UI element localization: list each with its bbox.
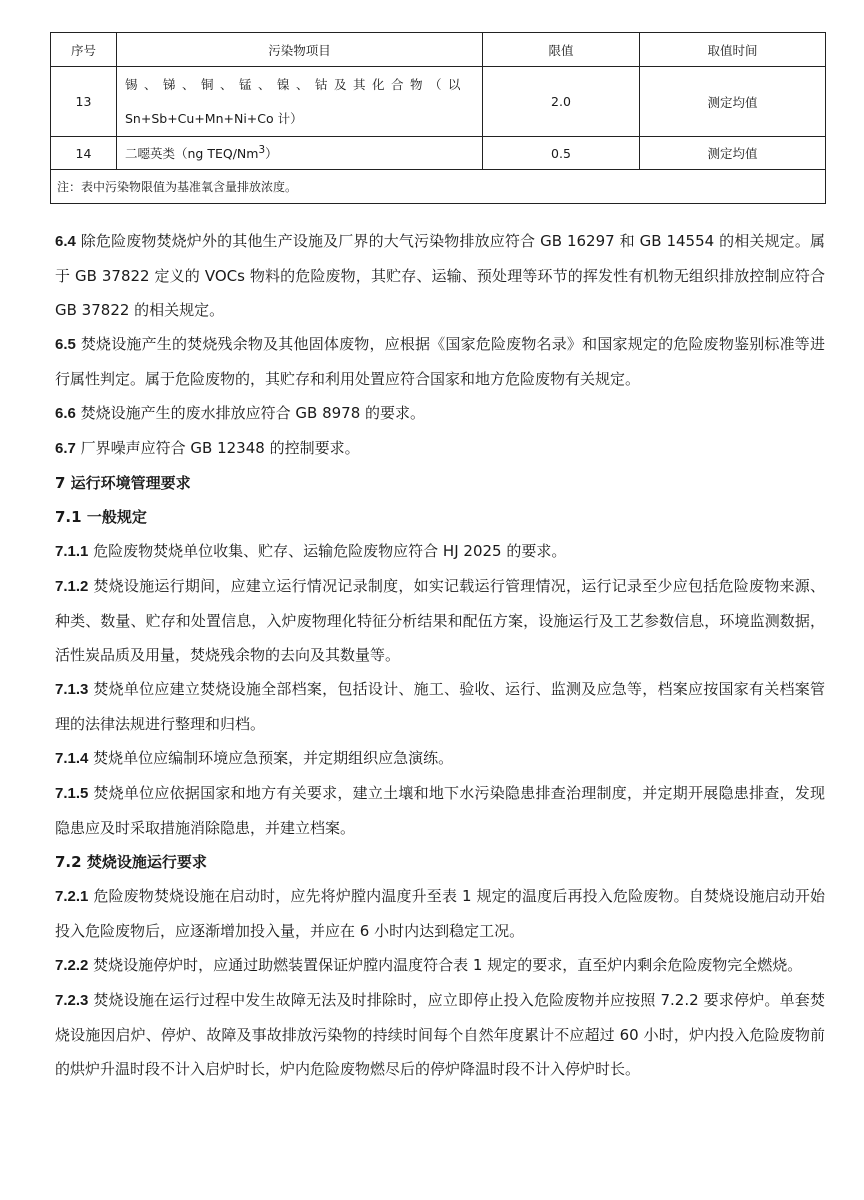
header-sampling-time: 取值时间 — [640, 33, 826, 67]
clause-6-5 — [55, 327, 825, 396]
row-pollutant-superscript: 3 — [258, 143, 266, 156]
clause-text: 厂界噪声应符合 GB 12348 的控制要求。 — [80, 439, 360, 457]
clause-7-2-3 — [55, 983, 825, 1086]
header-limit: 限值 — [483, 33, 640, 67]
table-note-row — [51, 170, 826, 204]
clause-7-1-1 — [55, 534, 825, 569]
header-pollutant-item: 污染物项目 — [117, 33, 483, 67]
clause-text: 焚烧设施运行期间，应建立运行情况记录制度，如实记载运行管理情况，运行记录至少应包括危险废物来源、种类、数量、贮存和处置信息，入炉废物理化特征分析结果和配伍方案，设施运行及工艺参数信息，环境监测数据，活性炭品质及用量，焚烧残余物的去向及其数量等。 — [55, 577, 825, 664]
clause-number: 7.2.1 — [55, 888, 89, 905]
row-pollutant-suffix: ） — [265, 146, 278, 162]
clause-number: 7.1.1 — [55, 543, 89, 560]
clause-7-2-1 — [55, 879, 825, 948]
clause-text: 危险废物焚烧单位收集、贮存、运输危险废物应符合 HJ 2025 的要求。 — [93, 542, 567, 560]
clause-6-6 — [55, 396, 825, 431]
clause-7-1-3 — [55, 672, 825, 741]
clause-number: 7.1.5 — [55, 785, 89, 802]
row-pollutant-prefix: 二噁英类（ng TEQ/Nm — [125, 146, 259, 162]
section-heading-7 — [55, 466, 825, 500]
row-pollutant — [117, 67, 483, 137]
clause-7-1-2 — [55, 569, 825, 672]
table-header-row — [51, 33, 826, 67]
clause-text: 危险废物焚烧设施在启动时，应先将炉膛内温度升至表 1 规定的温度后再投入危险废物。自焚烧设施启动开始投入危险废物后，应逐渐增加投入量，并应在 6 小时内达到稳定工况。 — [55, 887, 825, 940]
clause-number: 7.2.3 — [55, 992, 89, 1009]
header-serial-number: 序号 — [51, 33, 117, 67]
section-heading-7-2 — [55, 845, 825, 879]
row-pollutant-line1: 锡、锑、铜、锰、镍、钴及其化合物（以 — [125, 76, 468, 92]
clause-text: 焚烧设施停炉时，应通过助燃装置保证炉膛内温度符合表 1 规定的要求，直至炉内剩余危险废物完全燃烧。 — [93, 956, 803, 974]
heading-text: 一般规定 — [86, 508, 147, 526]
table-row — [51, 67, 826, 137]
pollutant-limits-table — [50, 32, 826, 204]
heading-number: 7.1 — [55, 508, 82, 526]
clause-text: 焚烧设施产生的焚烧残余物及其他固体废物，应根据《国家危险废物名录》和国家规定的危险废物鉴别标准等进行属性判定。属于危险废物的，其贮存和利用处置应符合国家和地方危险废物有关规定。 — [55, 335, 825, 388]
clause-text: 焚烧单位应建立焚烧设施全部档案，包括设计、施工、验收、运行、监测及应急等，档案应按国家有关档案管理的法律法规进行整理和归档。 — [55, 680, 825, 733]
table-row — [51, 137, 826, 170]
clause-number: 7.1.3 — [55, 681, 89, 698]
heading-text: 焚烧设施运行要求 — [86, 853, 207, 871]
clause-number: 6.7 — [55, 440, 76, 457]
row-number: 14 — [51, 137, 117, 170]
heading-text: 运行环境管理要求 — [70, 474, 191, 492]
clause-number: 6.5 — [55, 336, 76, 353]
row-sampling-time: 测定均值 — [640, 67, 826, 137]
clause-text: 除危险废物焚烧炉外的其他生产设施及厂界的大气污染物排放应符合 GB 16297 和 GB 14554 的相关规定。属于 GB 37822 定义的 VOCs 物料的危险废物，其贮存、运输、预处理等环节的挥发性有机物无组织排放控制应符合 GB 37822 的相关规定。 — [55, 232, 825, 319]
clause-number: 6.4 — [55, 233, 76, 250]
row-sampling-time: 测定均值 — [640, 137, 826, 170]
clause-text: 焚烧单位应编制环境应急预案，并定期组织应急演练。 — [93, 749, 454, 767]
clause-number: 6.6 — [55, 405, 76, 422]
clause-text: 焚烧单位应依据国家和地方有关要求，建立土壤和地下水污染隐患排查治理制度，并定期开展隐患排查，发现隐患应及时采取措施消除隐患，并建立档案。 — [55, 784, 825, 837]
heading-number: 7 — [55, 474, 66, 492]
clause-7-1-4 — [55, 741, 825, 776]
clause-number: 7.1.4 — [55, 750, 89, 767]
clause-7-1-5 — [55, 776, 825, 845]
clause-6-4 — [55, 224, 825, 327]
row-number: 13 — [51, 67, 117, 137]
clause-text: 焚烧设施在运行过程中发生故障无法及时排除时，应立即停止投入危险废物并应按照 7.2.2 要求停炉。单套焚烧设施因启炉、停炉、故障及事故排放污染物的持续时间每个自然年度累计不应超过 60 小时，炉内投入危险废物前的烘炉升温时段不计入启炉时长，炉内危险废物燃尽后的停炉降温时段不计入停炉时长。 — [55, 991, 825, 1078]
clause-number: 7.1.2 — [55, 578, 89, 595]
row-limit: 0.5 — [483, 137, 640, 170]
row-limit: 2.0 — [483, 67, 640, 137]
clause-number: 7.2.2 — [55, 957, 89, 974]
table-note: 注：表中污染物限值为基准氧含量排放浓度。 — [51, 170, 826, 204]
clause-6-7 — [55, 431, 825, 466]
row-pollutant — [117, 137, 483, 170]
section-heading-7-1 — [55, 500, 825, 534]
document-body — [55, 224, 825, 1086]
heading-number: 7.2 — [55, 853, 82, 871]
clause-7-2-2 — [55, 948, 825, 983]
clause-text: 焚烧设施产生的废水排放应符合 GB 8978 的要求。 — [80, 404, 426, 422]
row-pollutant-line2: Sn+Sb+Cu+Mn+Ni+Co 计） — [125, 110, 303, 126]
